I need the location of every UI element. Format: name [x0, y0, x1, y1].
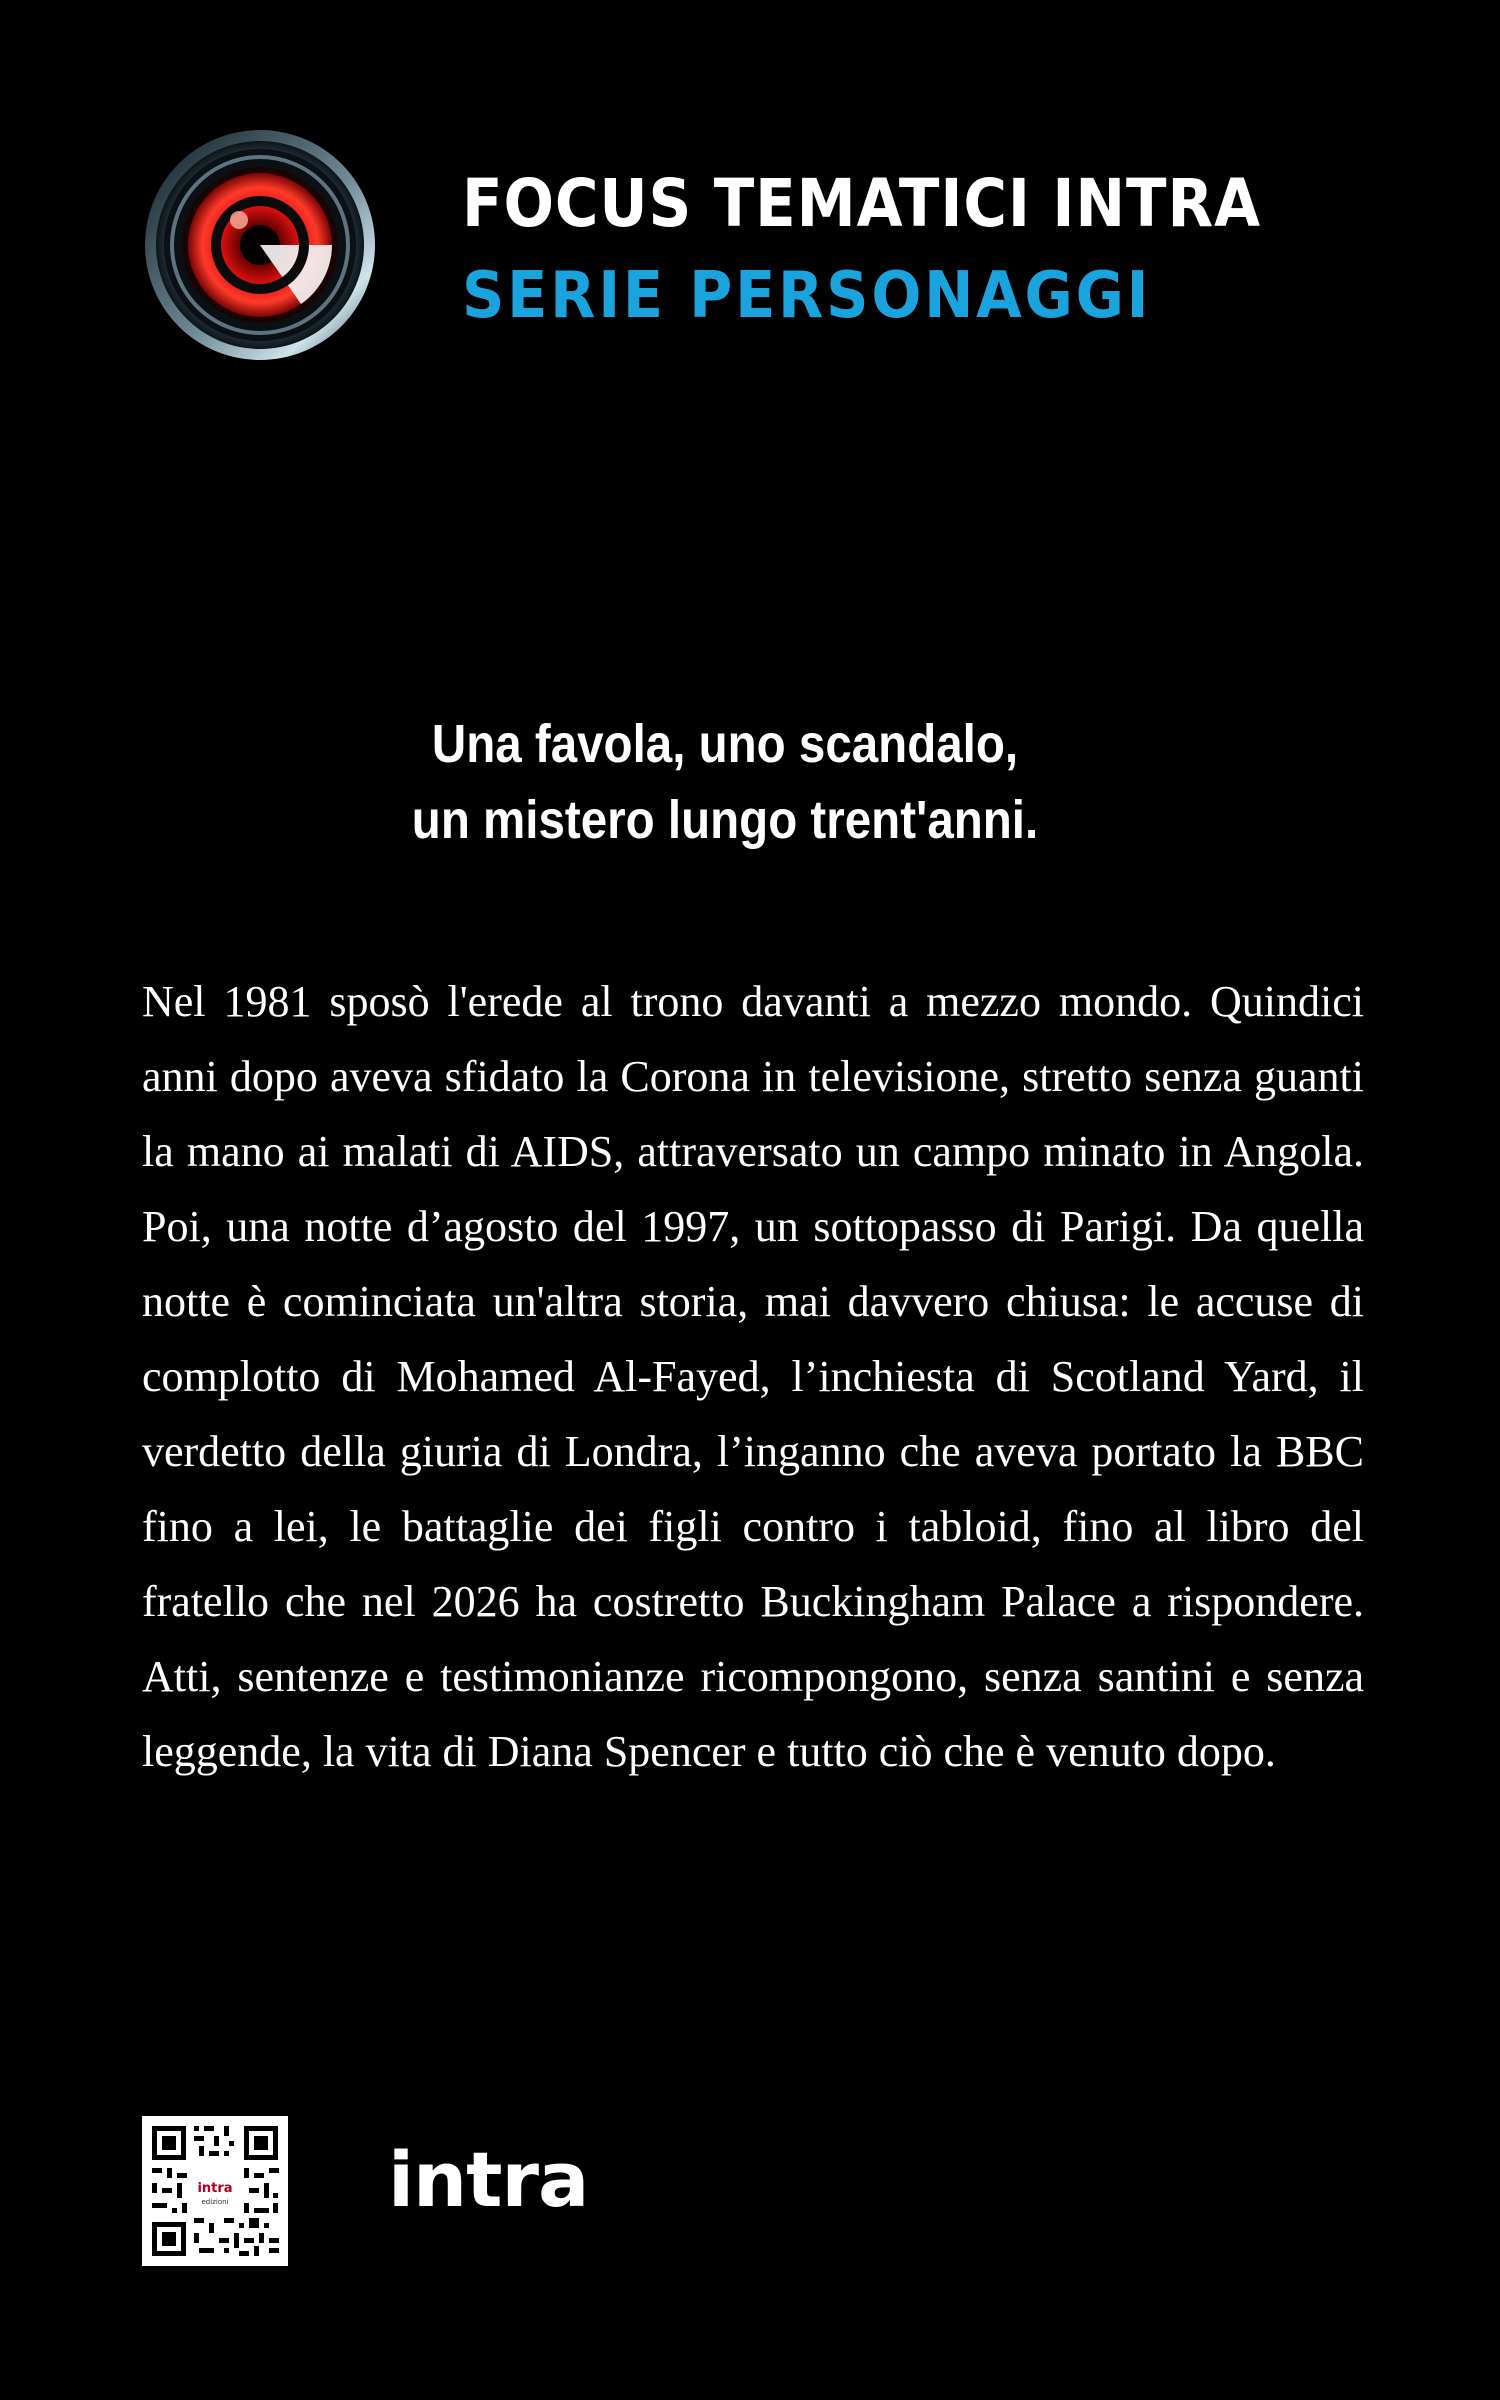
qr-code-icon — [142, 2116, 288, 2266]
eye-lens-logo-icon — [143, 128, 377, 362]
tagline-line-2: un mistero lungo trent'anni. — [411, 790, 1039, 850]
qr-label-top: intra — [197, 2181, 233, 2196]
publisher-logo: intra — [388, 2135, 589, 2224]
qr-label-bottom: edizioni — [201, 2198, 229, 2206]
series-subtitle: SERIE PERSONAGGI — [462, 259, 1152, 333]
back-cover-blurb: Nel 1981 sposò l'erede al trono davanti a mezzo mondo. Quindici anni dopo aveva sfidato la Corona in televisione, stretto senza guanti la mano ai malati di AIDS, attraversato un campo minato in Angola. Poi, una notte d’agosto del 1997, un sottopasso di Parigi. Da quella notte è cominciata un'altra storia, mai davvero chiusa: le accuse di complotto di Mohamed Al-Fayed, l’inchiesta di Scotland Yard, il verdetto della giuria di Londra, l’inganno che aveva portato la BBC fino a lei, le battaglie dei figli contro i tabloid, fino al libro del fratello che nel 2026 ha costretto Buckingham Palace a rispondere. Atti, sentenze e testimonianze ricompongono, senza santini e senza leggende, la vita di Diana Spencer e tutto ciò che è venuto dopo. — [142, 977, 1364, 1776]
series-title: FOCUS TEMATICI INTRA — [462, 165, 1261, 242]
series-heading — [462, 158, 1262, 342]
tagline-line-1: Una favola, uno scandalo, — [431, 714, 1019, 774]
tagline — [0, 706, 1450, 858]
